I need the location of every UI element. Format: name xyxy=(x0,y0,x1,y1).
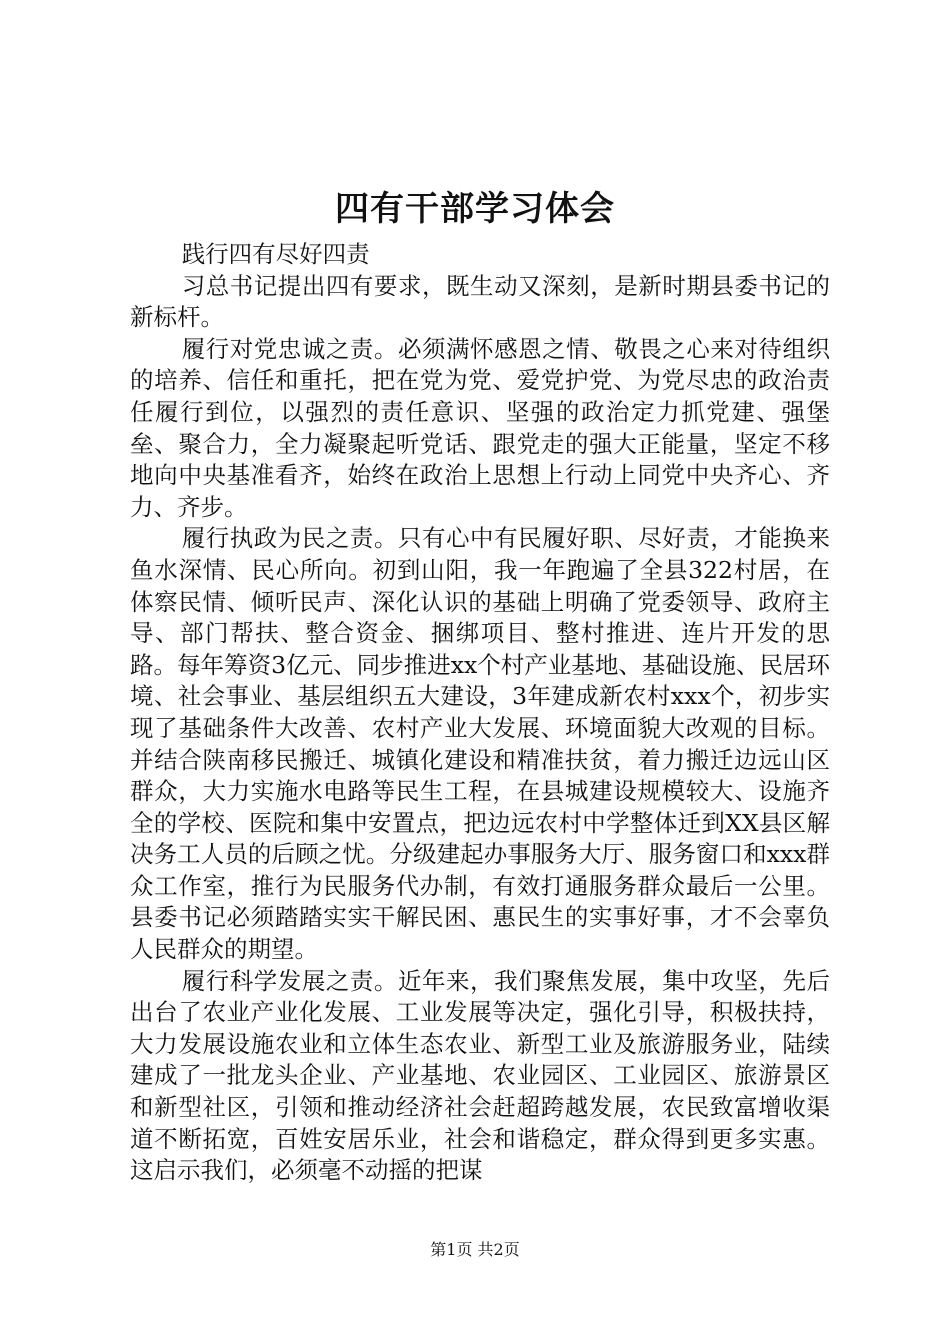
document-body xyxy=(130,239,830,1187)
page-footer: 第1页 共2页 xyxy=(430,1240,520,1259)
paragraph-subtitle: 践行四有尽好四责 xyxy=(181,240,370,268)
paragraph: 履行对党忠诚之责。必须满怀感恩之情、敬畏之心来对待组织的培养、信任和重托，把在党为党、爱党护党、为党尽忠的政治责任履行到位，以强烈的责任意识、坚强的政治定力抓党建、强堡垒、聚合力，全力凝聚起听党话、跟党走的强大正能量，坚定不移地向中央基准看齐，始终在政治上思想上行动上同党中央齐心、齐力、齐步。 xyxy=(130,334,830,521)
document-title: 四有干部学习体会 xyxy=(335,189,615,229)
paragraph: 履行科学发展之责。近年来，我们聚焦发展，集中攻坚，先后出台了农业产业化发展、工业发展等决定，强化引导，积极扶持，大力发展设施农业和立体生态农业、新型工业及旅游服务业，陆续建成了一批龙头企业、产业基地、农业园区、工业园区、旅游景区和新型社区，引领和推动经济社会赶超跨越发展，农民致富增收渠道不断拓宽，百姓安居乐业，社会和谐稳定，群众得到更多实惠。这启示我们，必须毫不动摇的把谋 xyxy=(130,966,830,1185)
paragraph: 习总书记提出四有要求，既生动又深刻，是新时期县委书记的新标杆。 xyxy=(130,271,830,332)
paragraph: 履行执政为民之责。只有心中有民履好职、尽好责，才能换来鱼水深情、民心所向。初到山阳，我一年跑遍了全县322村居，在体察民情、倾听民声、深化认识的基础上明确了党委领导、政府主导、部门帮扶、整合资金、捆绑项目、整村推进、连片开发的思路。每年筹资3亿元、同步推进xx个村产业基地、基础设施、民居环境、社会事业、基层组织五大建设，3年建成新农村xxx个，初步实现了基础条件大改善、农村产业大发展、环境面貌大改观的目标。并结合陕南移民搬迁、城镇化建设和精准扶贫，着力搬迁边远山区群众，大力实施水电路等民生工程，在县城建设规模较大、设施齐全的学校、医院和集中安置点，把边远农村中学整体迁到XX县区解决务工人员的后顾之忧。分级建起办事服务大厅、服务窗口和xxx群众工作室，推行为民服务代办制，有效打通服务群众最后一公里。县委书记必须踏踏实实干解民困、惠民生的实事好事，才不会辜负人民群众的期望。 xyxy=(130,524,830,964)
